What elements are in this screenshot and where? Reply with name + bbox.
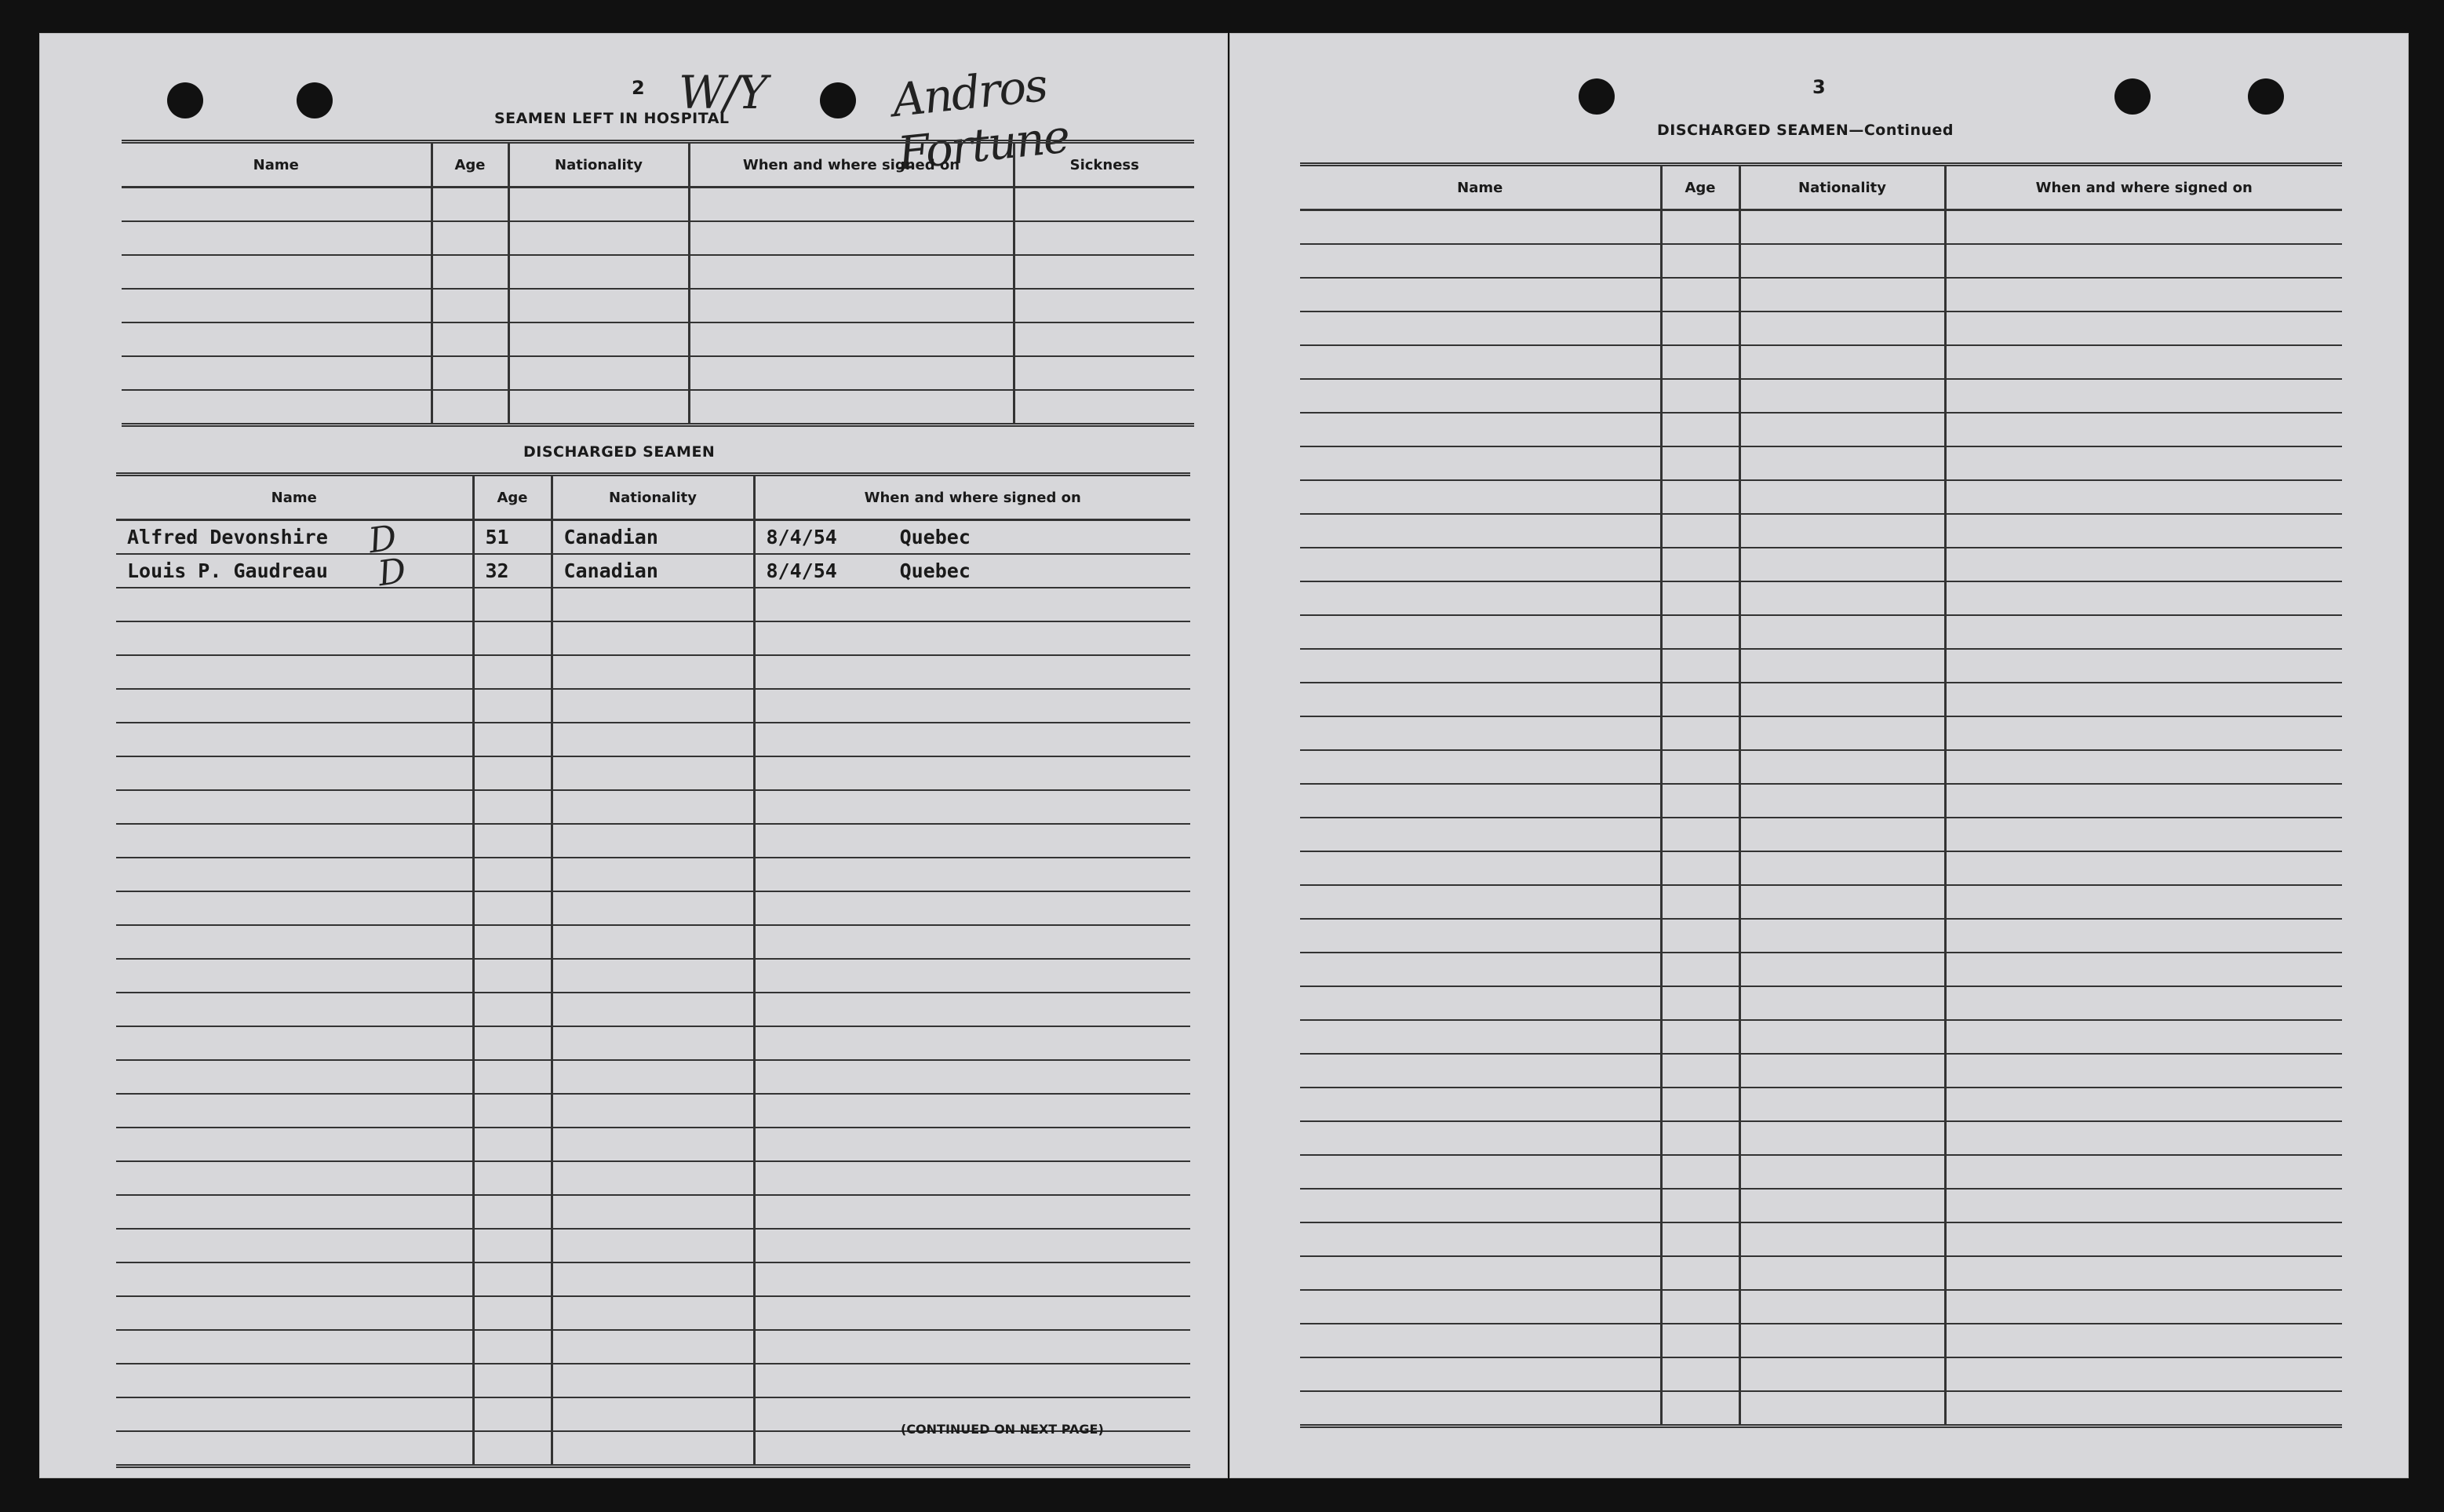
table-row [116,1128,1190,1161]
continued-section-title: DISCHARGED SEAMEN—Continued [1657,122,1954,139]
table-row [1300,244,2342,278]
table-row [1300,1189,2342,1222]
table-row [116,1161,1190,1195]
table-row [1300,885,2342,919]
table-row [116,1094,1190,1128]
table-row [1300,312,2342,345]
column-header-nationality: Nationality [1739,165,1945,210]
table-row [1300,716,2342,750]
table-row [116,655,1190,689]
table-row [122,356,1194,390]
table-row [1300,548,2342,581]
table-row [116,925,1190,959]
seaman-age: 51 [473,520,552,555]
table-row [116,520,1190,555]
hospital-table [122,140,1194,427]
table-row [116,1195,1190,1229]
table-row [122,322,1194,356]
seaman-signed-on [754,520,1190,555]
seaman-nationality: Canadian [552,554,754,588]
handwritten-vessel-name: Andros Fortune [890,58,1072,180]
table-row [116,756,1190,790]
table-row [1300,278,2342,312]
table-row [1300,379,2342,413]
table-row [116,1262,1190,1296]
punch-hole [167,82,203,118]
table-row [116,689,1190,723]
table-row [116,1330,1190,1364]
table-row [116,1026,1190,1060]
column-header-nationality: Nationality [552,475,754,520]
table-row [1300,750,2342,784]
table-row [1300,514,2342,548]
table-row [1300,1391,2342,1426]
table-row [1300,1357,2342,1391]
right-page [1229,33,2409,1478]
table-row [122,255,1194,289]
table-row [122,289,1194,322]
table-row [1300,953,2342,986]
column-header-age: Age [473,475,552,520]
seaman-signed-on [754,554,1190,588]
punch-hole [1579,78,1615,115]
seaman-name: Alfred Devonshire [116,520,473,555]
table-row [116,858,1190,891]
table-row [122,221,1194,255]
column-header-signed-on: When and where signed on [1945,165,2342,210]
column-header-nationality: Nationality [508,142,689,188]
punch-hole [2114,78,2151,115]
page-number: 3 [1812,76,1826,98]
column-header-name: Name [122,142,432,188]
seaman-nationality: Canadian [552,520,754,555]
discharged-table [116,472,1190,1468]
table-row [1300,345,2342,379]
handwritten-initials: D [366,517,399,562]
column-header-name: Name [1300,165,1661,210]
table-row [1300,615,2342,649]
column-header-signed-on: When and where signed on [754,475,1190,520]
table-row [122,188,1194,222]
table-row [1300,413,2342,446]
table-row [116,790,1190,824]
seaman-age: 32 [473,554,552,588]
column-header-signed-on: When and where signed on [689,142,1014,188]
discharged-continued-table [1300,162,2342,1428]
column-header-name: Name [116,475,473,520]
punch-hole [820,82,856,118]
hospital-section-title: SEAMEN LEFT IN HOSPITAL [494,110,730,127]
signed-on-date: 8/4/54 [766,559,837,582]
table-row [116,554,1190,588]
handwritten-initials: D [375,550,409,595]
table-row [1300,210,2342,245]
table-row [116,723,1190,756]
table-row [1300,1256,2342,1290]
table-row [116,1060,1190,1094]
table-row [116,993,1190,1026]
punch-hole [2248,78,2284,115]
table-row [1300,1121,2342,1155]
signed-on-place: Quebec [899,559,971,582]
column-header-age: Age [432,142,508,188]
table-row [122,390,1194,425]
column-header-age: Age [1661,165,1739,210]
table-row [1300,480,2342,514]
table-row [1300,784,2342,818]
punch-hole [297,82,333,118]
table-row [1300,1290,2342,1324]
table-row [1300,446,2342,480]
table-row [1300,986,2342,1020]
table-row [1300,1222,2342,1256]
table-row [116,891,1190,925]
table-row [116,621,1190,655]
table-row [116,1229,1190,1262]
signed-on-date: 8/4/54 [766,526,837,548]
table-row [1300,851,2342,885]
table-row [1300,1088,2342,1121]
table-row [1300,1020,2342,1054]
table-row [1300,683,2342,716]
continued-note: (CONTINUED ON NEXT PAGE) [901,1422,1104,1437]
table-row [116,1364,1190,1397]
table-row [1300,581,2342,615]
table-row [1300,919,2342,953]
table-row [1300,1324,2342,1357]
table-row [1300,818,2342,851]
table-row [1300,649,2342,683]
column-header-sickness: Sickness [1014,142,1194,188]
table-row [1300,1054,2342,1088]
left-page [39,33,1228,1478]
table-row [116,588,1190,621]
page-number: 2 [632,77,645,99]
table-row [116,959,1190,993]
signed-on-place: Quebec [899,526,971,548]
table-row [116,824,1190,858]
table-row [116,1296,1190,1330]
table-row [1300,1155,2342,1189]
handwritten-note: W/Y [679,66,767,119]
discharged-section-title: DISCHARGED SEAMEN [523,443,716,461]
seaman-name: Louis P. Gaudreau [116,554,473,588]
